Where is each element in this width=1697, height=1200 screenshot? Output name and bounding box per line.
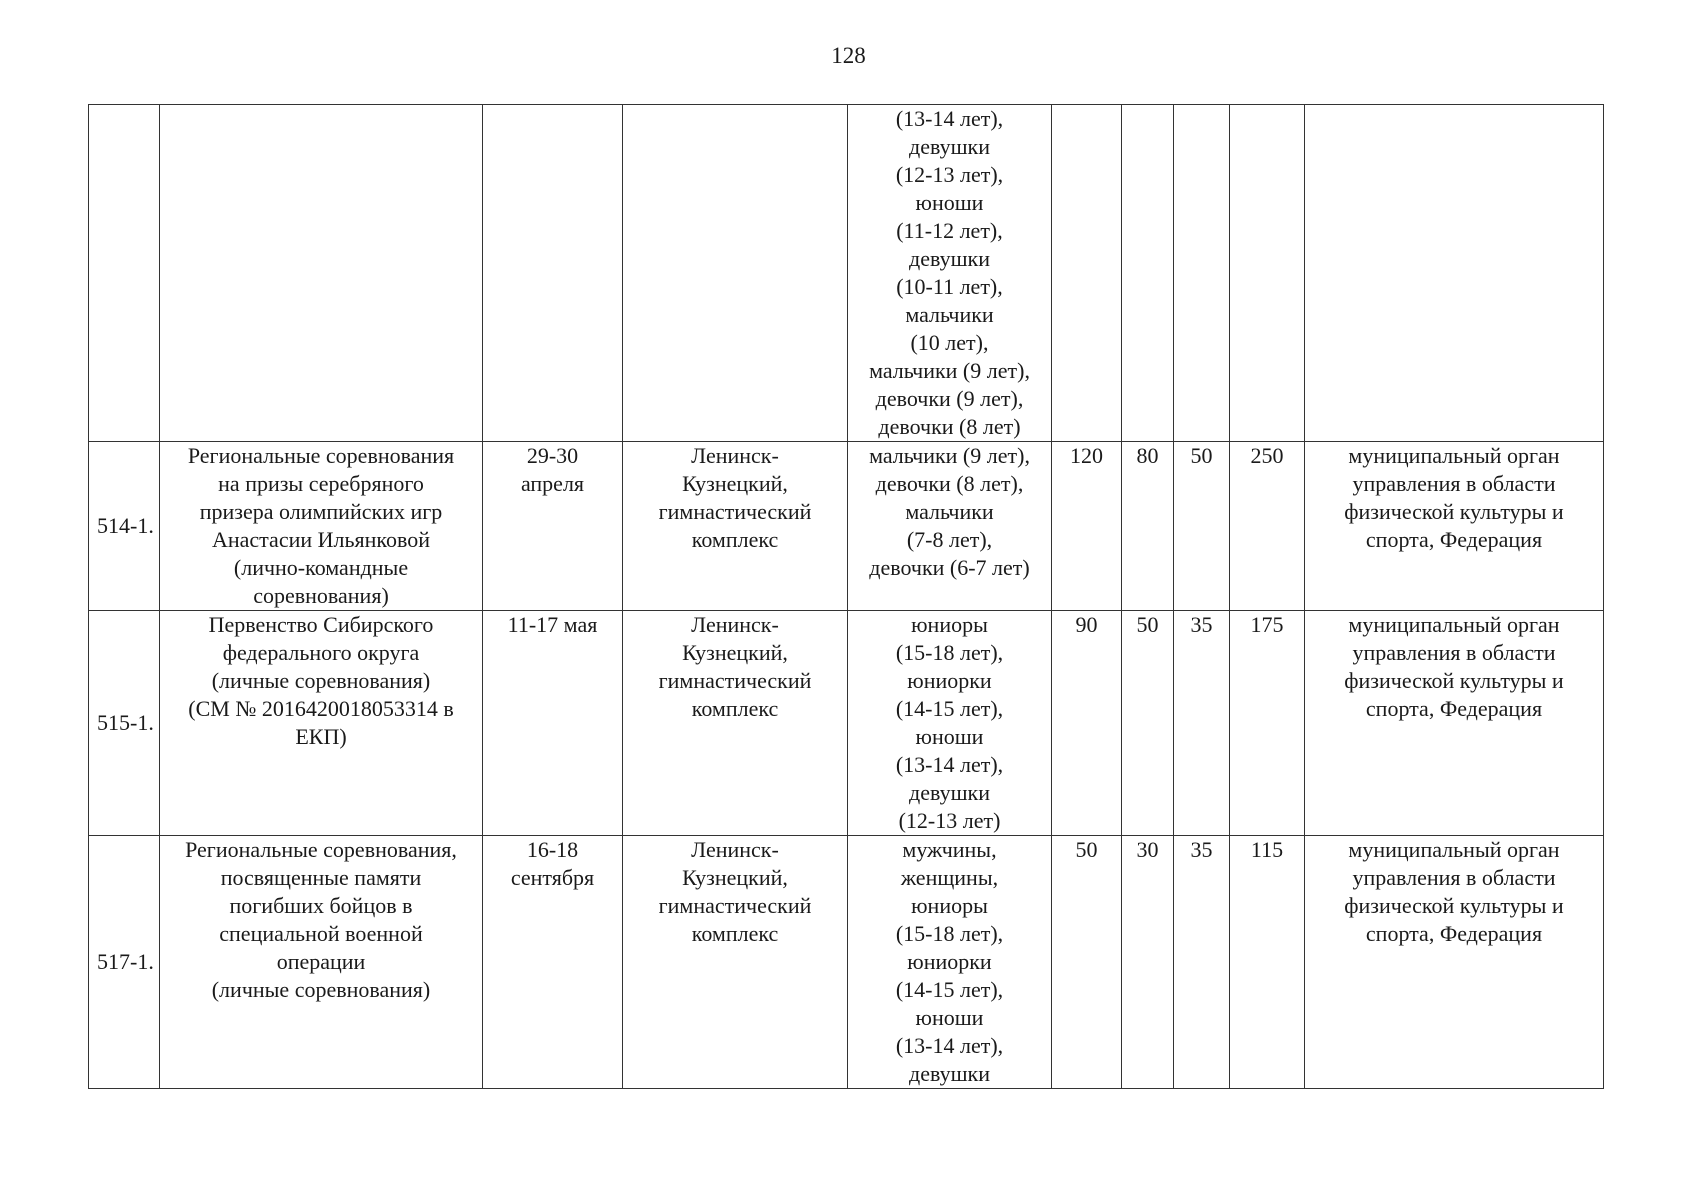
count-cell-2: 80 <box>1122 442 1174 611</box>
cell-line: физической культуры и <box>1344 499 1564 524</box>
event-dates-cell <box>483 611 623 836</box>
cell-line: погибших бойцов в <box>229 893 413 918</box>
cell-line: гимнастический <box>658 893 812 918</box>
cell-line: (личные соревнования) <box>211 668 431 693</box>
cell-line: соревнования) <box>253 583 389 608</box>
count-cell-1 <box>1052 105 1122 442</box>
cell-line: управления в области <box>1352 865 1556 890</box>
cell-line: муниципальный орган <box>1348 837 1560 862</box>
cell-line: операции <box>276 949 366 974</box>
count-total-cell <box>1230 105 1305 442</box>
cell-line: Анастасии Ильянковой <box>211 527 431 552</box>
cell-line: девушки <box>909 246 990 271</box>
table-row <box>89 105 1604 442</box>
cell-line: юниоры <box>911 893 988 918</box>
cell-line: девочки (9 лет), <box>875 386 1024 411</box>
cell-line: девушки <box>909 1061 990 1086</box>
cell-line: (7-8 лет), <box>906 527 993 552</box>
cell-line: (СМ № 2016420018053314 в <box>188 696 454 721</box>
cell-line: специальной военной <box>219 921 423 946</box>
cell-line: (13-14 лет), <box>895 1033 1004 1058</box>
count-cell-3: 35 <box>1174 836 1230 1089</box>
cell-line: юниоры <box>911 612 988 637</box>
cell-line: физической культуры и <box>1344 668 1564 693</box>
cell-line: (10 лет), <box>910 330 989 355</box>
cell-line: мальчики (9 лет), <box>869 358 1030 383</box>
table-row <box>89 442 1604 611</box>
cell-line: управления в области <box>1352 640 1556 665</box>
count-cell-1: 50 <box>1052 836 1122 1089</box>
event-name-cell <box>160 105 483 442</box>
cell-line: посвященные памяти <box>220 865 422 890</box>
cell-line: физической культуры и <box>1344 893 1564 918</box>
cell-line: апреля <box>520 471 585 496</box>
cell-line: ЕКП) <box>295 724 347 749</box>
cell-line: сентября <box>510 865 595 890</box>
count-cell-2 <box>1122 105 1174 442</box>
cell-line: Первенство Сибирского <box>208 612 434 637</box>
count-cell-3: 50 <box>1174 442 1230 611</box>
cell-line: девочки (6-7 лет) <box>869 555 1030 580</box>
cell-line: гимнастический <box>658 668 812 693</box>
cell-line: Ленинск- <box>691 443 779 468</box>
cell-line: 11-17 мая <box>507 612 598 637</box>
cell-line: (15-18 лет), <box>895 640 1004 665</box>
event-venue-cell <box>623 611 848 836</box>
count-total-cell: 250 <box>1230 442 1305 611</box>
count-cell-1: 120 <box>1052 442 1122 611</box>
event-participants-cell <box>848 105 1052 442</box>
cell-line: спорта, Федерация <box>1365 527 1543 552</box>
cell-line: Ленинск- <box>691 612 779 637</box>
cell-line: юноши <box>915 190 984 215</box>
cell-line: Региональные соревнования <box>187 443 455 468</box>
cell-line: девочки (8 лет) <box>878 414 1021 439</box>
event-participants-cell <box>848 442 1052 611</box>
event-dates-cell <box>483 836 623 1089</box>
cell-line: на призы серебряного <box>218 471 424 496</box>
count-cell-2: 50 <box>1122 611 1174 836</box>
event-name-cell <box>160 611 483 836</box>
count-total-cell: 175 <box>1230 611 1305 836</box>
cell-line: (12-13 лет) <box>898 808 1001 833</box>
cell-line: Кузнецкий, <box>682 471 788 496</box>
event-participants-cell <box>848 836 1052 1089</box>
event-organizer-cell <box>1305 611 1604 836</box>
count-cell-3 <box>1174 105 1230 442</box>
cell-line: 16-18 <box>526 837 579 862</box>
event-dates-cell <box>483 105 623 442</box>
cell-line: (лично-командные <box>233 555 409 580</box>
cell-line: девушки <box>909 780 990 805</box>
event-number-cell <box>89 105 160 442</box>
events-table <box>88 104 1604 1089</box>
cell-line: (12-13 лет), <box>895 162 1004 187</box>
count-cell-3: 35 <box>1174 611 1230 836</box>
event-name-cell <box>160 442 483 611</box>
event-organizer-cell <box>1305 442 1604 611</box>
cell-line: мужчины, <box>902 837 997 862</box>
cell-line: Ленинск- <box>691 837 779 862</box>
cell-line: управления в области <box>1352 471 1556 496</box>
cell-line: (10-11 лет), <box>896 274 1003 299</box>
cell-line: юниорки <box>907 949 992 974</box>
cell-line: мальчики <box>905 499 994 524</box>
cell-line: юноши <box>915 724 984 749</box>
cell-line: юноши <box>915 1005 984 1030</box>
cell-line: девочки (8 лет), <box>875 471 1024 496</box>
cell-line: Региональные соревнования, <box>185 837 457 862</box>
cell-line: (14-15 лет), <box>895 977 1004 1002</box>
cell-line: (личные соревнования) <box>211 977 431 1002</box>
cell-line: (15-18 лет), <box>895 921 1004 946</box>
cell-line: муниципальный орган <box>1348 612 1560 637</box>
cell-line: федерального округа <box>222 640 420 665</box>
cell-line: (11-12 лет), <box>896 218 1003 243</box>
event-number-cell: 515-1. <box>89 611 160 836</box>
cell-line: спорта, Федерация <box>1365 921 1543 946</box>
cell-line: мальчики (9 лет), <box>869 443 1030 468</box>
table-row <box>89 836 1604 1089</box>
event-venue-cell <box>623 105 848 442</box>
cell-line: (13-14 лет), <box>895 106 1004 131</box>
cell-line: комплекс <box>691 696 779 721</box>
event-organizer-cell <box>1305 105 1604 442</box>
event-dates-cell <box>483 442 623 611</box>
cell-line: комплекс <box>691 527 779 552</box>
event-venue-cell <box>623 442 848 611</box>
cell-line: спорта, Федерация <box>1365 696 1543 721</box>
count-total-cell: 115 <box>1230 836 1305 1089</box>
cell-line: (13-14 лет), <box>895 752 1004 777</box>
cell-line: гимнастический <box>658 499 812 524</box>
cell-line: девушки <box>909 134 990 159</box>
cell-line: муниципальный орган <box>1348 443 1560 468</box>
count-cell-2: 30 <box>1122 836 1174 1089</box>
cell-line: комплекс <box>691 921 779 946</box>
event-organizer-cell <box>1305 836 1604 1089</box>
event-number-cell: 514-1. <box>89 442 160 611</box>
event-number-cell: 517-1. <box>89 836 160 1089</box>
table-row <box>89 611 1604 836</box>
cell-line: Кузнецкий, <box>682 640 788 665</box>
cell-line: 29-30 <box>526 443 579 468</box>
cell-line: призера олимпийских игр <box>199 499 443 524</box>
event-venue-cell <box>623 836 848 1089</box>
event-participants-cell <box>848 611 1052 836</box>
cell-line: (14-15 лет), <box>895 696 1004 721</box>
cell-line: юниорки <box>907 668 992 693</box>
cell-line: женщины, <box>900 865 999 890</box>
cell-line: Кузнецкий, <box>682 865 788 890</box>
count-cell-1: 90 <box>1052 611 1122 836</box>
page-number: 128 <box>831 43 866 68</box>
event-name-cell <box>160 836 483 1089</box>
cell-line: мальчики <box>905 302 994 327</box>
